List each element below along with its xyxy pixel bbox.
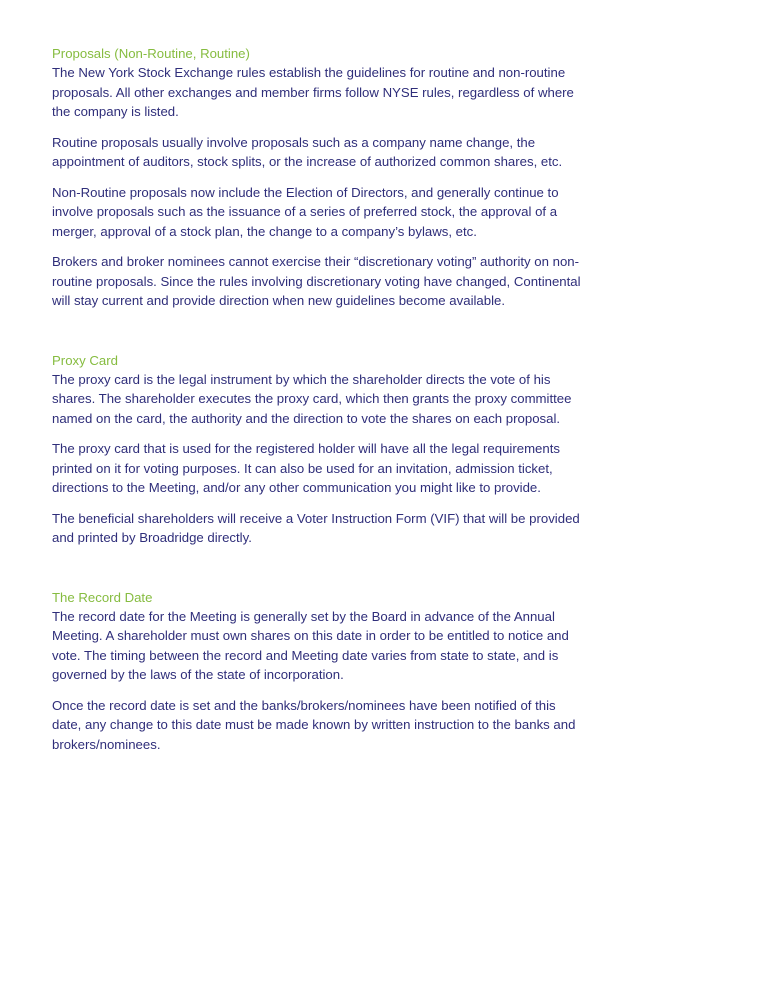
paragraph: Once the record date is set and the banks/brokers/nominees have been notified of this date, any change to this date must be made known by written instruction to the banks and brokers/nominees.	[52, 697, 576, 752]
paragraph: The beneficial shareholders will receive a Voter Instruction Form (VIF) that will be provided and printed by Broadridge directly.	[52, 510, 580, 545]
section-proposals	[52, 44, 582, 311]
section-heading: Proxy Card	[52, 352, 118, 368]
paragraph: The record date for the Meeting is generally set by the Board in advance of the Annual Meeting. A shareholder must own shares on this date in order to be entitled to notice and vote. The timing between the record and Meeting date varies from state to state, and is governed by the laws of the state of incorporation.	[52, 608, 569, 682]
section-heading: Proposals (Non-Routine, Routine)	[52, 46, 250, 61]
paragraph: The proxy card that is used for the registered holder will have all the legal requirements printed on it for voting purposes. It can also be used for an invitation, admission ticket, directions to the Meeting, and/or any other communication you might like to provide.	[52, 441, 560, 495]
document-page	[52, 44, 582, 754]
paragraph: The proxy card is the legal instrument by which the shareholder directs the vote of his shares. The shareholder executes the proxy card, which then grants the proxy committee named on the card, the authority and the direction to vote the shares on each proposal.	[52, 371, 572, 426]
paragraph: Non-Routine proposals now include the Election of Directors, and generally continue to involve proposals such as the issuance of a series of preferred stock, the approval of a merger, approval of a stock plan, the change to a company’s bylaws, etc.	[52, 184, 559, 239]
paragraph: Routine proposals usually involve proposals such as a company name change, the appointment of auditors, stock splits, or the increase of authorized common shares, etc.	[52, 134, 563, 169]
paragraph: The New York Stock Exchange rules establish the guidelines for routine and non-routine proposals. All other exchanges and member firms follow NYSE rules, regardless of where the company is listed.	[52, 65, 574, 119]
section-record-date	[52, 588, 582, 755]
section-heading: The Record Date	[52, 589, 153, 605]
section-proxy-card	[52, 351, 582, 548]
paragraph: Brokers and broker nominees cannot exercise their “discretionary voting” authority on non-routine proposals. Since the rules involving discretionary voting have changed, Continental will stay current and provide direction when new guidelines become available.	[52, 254, 581, 308]
